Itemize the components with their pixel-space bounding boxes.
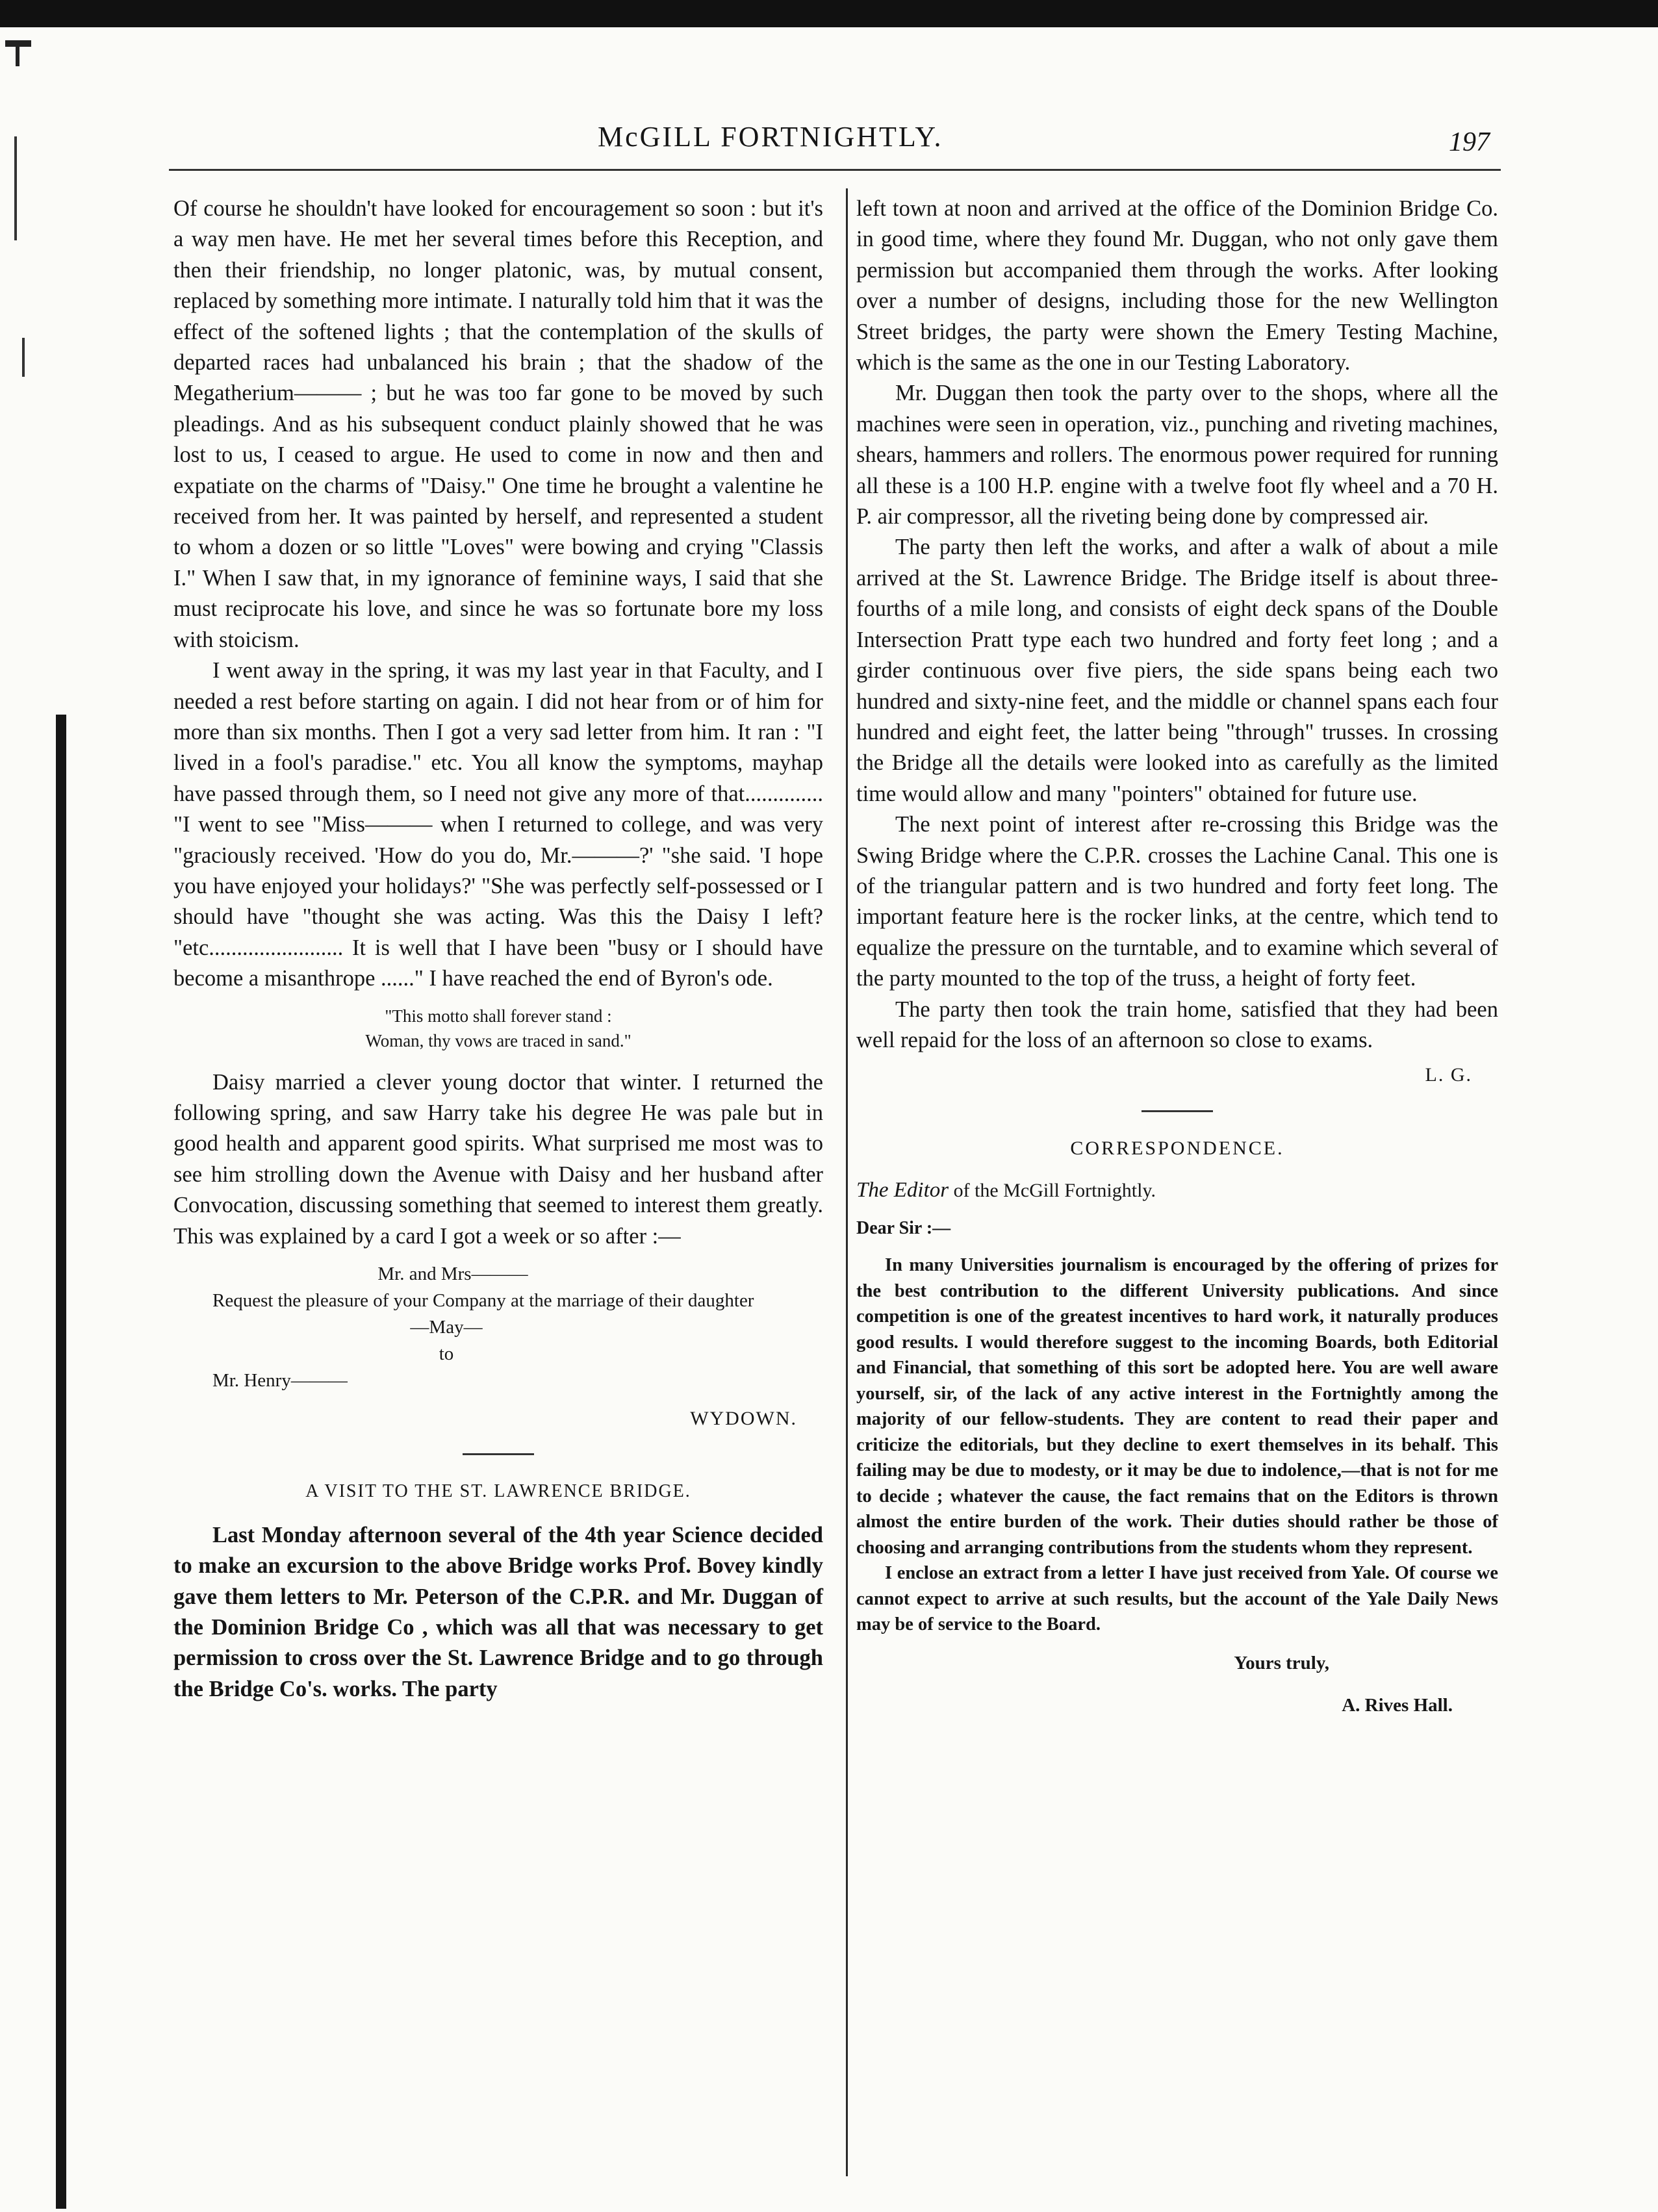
scan-top-border bbox=[0, 0, 1658, 27]
card-body: Request the pleasure of your Company at the marriage of their daughter bbox=[212, 1290, 754, 1311]
right-column bbox=[856, 194, 1498, 1721]
column-divider bbox=[846, 188, 848, 2176]
addressee-rest: of the McGill Fortnightly. bbox=[953, 1180, 1156, 1202]
section-rule bbox=[463, 1453, 534, 1455]
story-paragraph: Of course he shouldn't have looked for encouragement so soon : but it's a way men have. He met her several times before this Reception, and then their friendship, no longer platonic, was, by mutual consent, replaced by something more intimate. I naturally told him that it was the effect of the softened lights ; that the contemplation of the skulls of departed races had unbalanced his brain ; that the shadow of the Megatherium——— ; but he was too far gone to be moved by such pleadings. And as his subsequent conduct plainly showed that he was lost to us, I ceased to argue. He used to come in now and then and expatiate on the charms of "Daisy." One time he brought a valentine he received from her. It was painted by herself, and represented a student to whom a dozen or so little "Loves" were bowing and crying "Classis I." When I saw that, in my ignorance of feminine ways, I said that she must reciprocate his love, and since he was so fortunate bore my loss with stoicism. bbox=[173, 196, 823, 652]
card-line: —May— bbox=[410, 1317, 483, 1338]
article-title: A VISIT TO THE ST. LAWRENCE BRIDGE. bbox=[305, 1481, 691, 1502]
header-rule bbox=[169, 169, 1501, 171]
page-title: McGILL FORTNIGHTLY. bbox=[598, 121, 943, 153]
scan-artifact bbox=[16, 47, 19, 66]
article-paragraph: left town at noon and arrived at the office of the Dominion Bridge Co. in good time, where they found Mr. Duggan, who not only gave them permission but accompanied them through the works. After looking over a number of designs, including those for the new Wellington Street bridges, the party were shown the Emery Testing Machine, which is the same as the one in our Testing Laboratory. bbox=[856, 196, 1498, 375]
article-paragraph: Mr. Duggan then took the party over to the shops, where all the machines were seen in operation, viz., punching and riveting machines, shears, hammers and rollers. The enormous power required for running all these is a 100 H.P. engine with a twelve foot fly wheel and a 70 H. P. air compressor, all the riveting being done by compressed air. bbox=[856, 381, 1498, 529]
card-line: Mr. and Mrs——— bbox=[377, 1264, 528, 1284]
letter-salutation: Dear Sir :— bbox=[856, 1217, 951, 1238]
verse-line: "This motto shall forever stand : bbox=[385, 1006, 612, 1026]
section-rule bbox=[1141, 1110, 1213, 1112]
letter-paragraph: I enclose an extract from a letter I have just received from Yale. Of course we cannot expect to arrive at such results, but the account of the Yale Daily News may be of service to the Board. bbox=[856, 1563, 1498, 1634]
letter-signature: A. Rives Hall. bbox=[1342, 1694, 1453, 1716]
binding-shadow bbox=[56, 715, 66, 2209]
article-paragraph: The party then took the train home, satisfied that they had been well repaid for the loss of an afternoon so close to exams. bbox=[856, 997, 1498, 1052]
scan-artifact bbox=[14, 136, 17, 240]
article-signature: L. G. bbox=[1425, 1064, 1472, 1086]
story-paragraph: Daisy married a clever young doctor that winter. I returned the following spring, and saw Harry take his degree He was pale but in good health and apparent good spirits. What surprised me most was to see him strolling down the Avenue with Daisy and her husband after Convocation, discussing something that seemed to interest them greatly. This was explained by a card I got a week or so after :— bbox=[173, 1069, 823, 1249]
card-line: Mr. Henry——— bbox=[212, 1370, 348, 1391]
scan-artifact bbox=[5, 40, 31, 47]
verse-quote bbox=[173, 1004, 823, 1053]
verse-line: Woman, thy vows are traced in sand." bbox=[365, 1030, 631, 1050]
page-number: 197 bbox=[1449, 127, 1490, 157]
letter-paragraph: In many Universities journalism is encouraged by the offering of prizes for the best contribution to the different University publications. And since competition is one of the greatest incentives to hard work, it naturally produces good results. I would therefore suggest to the incoming Boards, both Editorial and Financial, that something of this sort be adopted here. You are well aware yourself, sir, of the lack of any active interest in the Fortnightly among the majority of our fellow-students. They are content to read their paper and criticize the editorials, but they decline to exert themselves in its behalf. This failing may be due to modesty, or it may be due to indolence,—that is not for me to decide ; whatever the cause, the fact remains that on the Editors is thrown almost the entire burden of the work. Their duties should rather be those of choosing and arranging contributions from the students whom they represent. bbox=[856, 1255, 1498, 1558]
story-paragraph: I went away in the spring, it was my last year in that Faculty, and I needed a rest before starting on again. I did not hear from or of him for more than six months. Then I got a very sad letter from him. It ran : "I lived in a fool's paradise." etc. You all know the symptoms, mayhap have passed through them, so I need not give any more of that.............. "I went to see "Miss——— when I returned to college, and was very "graciously received. 'How do you do, Mr.———?' "she said. 'I hope you have enjoyed your holidays?' "She was perfectly self-possessed or I should have "thought she was acting. Was this the Daisy I left? "etc........................ It is well that I have been "busy or I should have become a misanthrope ......" I have reached the end of Byron's ode. bbox=[173, 658, 823, 991]
article-paragraph: The next point of interest after re-crossing this Bridge was the Swing Bridge where the C.P.R. crosses the Lachine Canal. This one is of the triangular pattern and is two hundred and forty feet long. The important feature here is the rocker links, at the centre, which tend to equalize the pressure on the turntable, and to examine which several of the party mounted to the top of the truss, a height of forty feet. bbox=[856, 812, 1498, 991]
addressee-italic: The Editor bbox=[856, 1178, 949, 1202]
correspondence-title: CORRESPONDENCE. bbox=[1070, 1137, 1284, 1159]
invitation-card bbox=[173, 1261, 823, 1394]
card-line: to bbox=[439, 1343, 454, 1364]
letter-addressee bbox=[856, 1175, 1498, 1206]
left-column bbox=[173, 194, 823, 1705]
article-paragraph: The party then left the works, and after a walk of about a mile arrived at the St. Lawrence Bridge. The Bridge itself is about three-fourths of a mile long, and consists of eight deck spans of the Double Intersection Pratt type each two hundred and forty feet long ; and a girder continuous over five piers, the side spans being each two hundred and sixty-nine feet, and the middle or channel spans each four hundred and eight feet, the latter being "through" trusses. In crossing the Bridge all the details were looked into as carefully as the limited time would allow and many "pointers" obtained for future use. bbox=[856, 535, 1498, 806]
story-signature: WYDOWN. bbox=[690, 1408, 797, 1429]
article-paragraph: Last Monday afternoon several of the 4th year Science decided to make an excursion to the above Bridge works Prof. Bovey kindly gave them letters to Mr. Peterson of the C.P.R. and Mr. Duggan of the Dominion Bridge Co , which was all that was necessary to get permission to cross over the St. Lawrence Bridge and to go through the Bridge Co's. works. The party bbox=[173, 1522, 823, 1701]
letter-closing: Yours truly, bbox=[1234, 1652, 1329, 1673]
scan-artifact bbox=[22, 338, 25, 377]
